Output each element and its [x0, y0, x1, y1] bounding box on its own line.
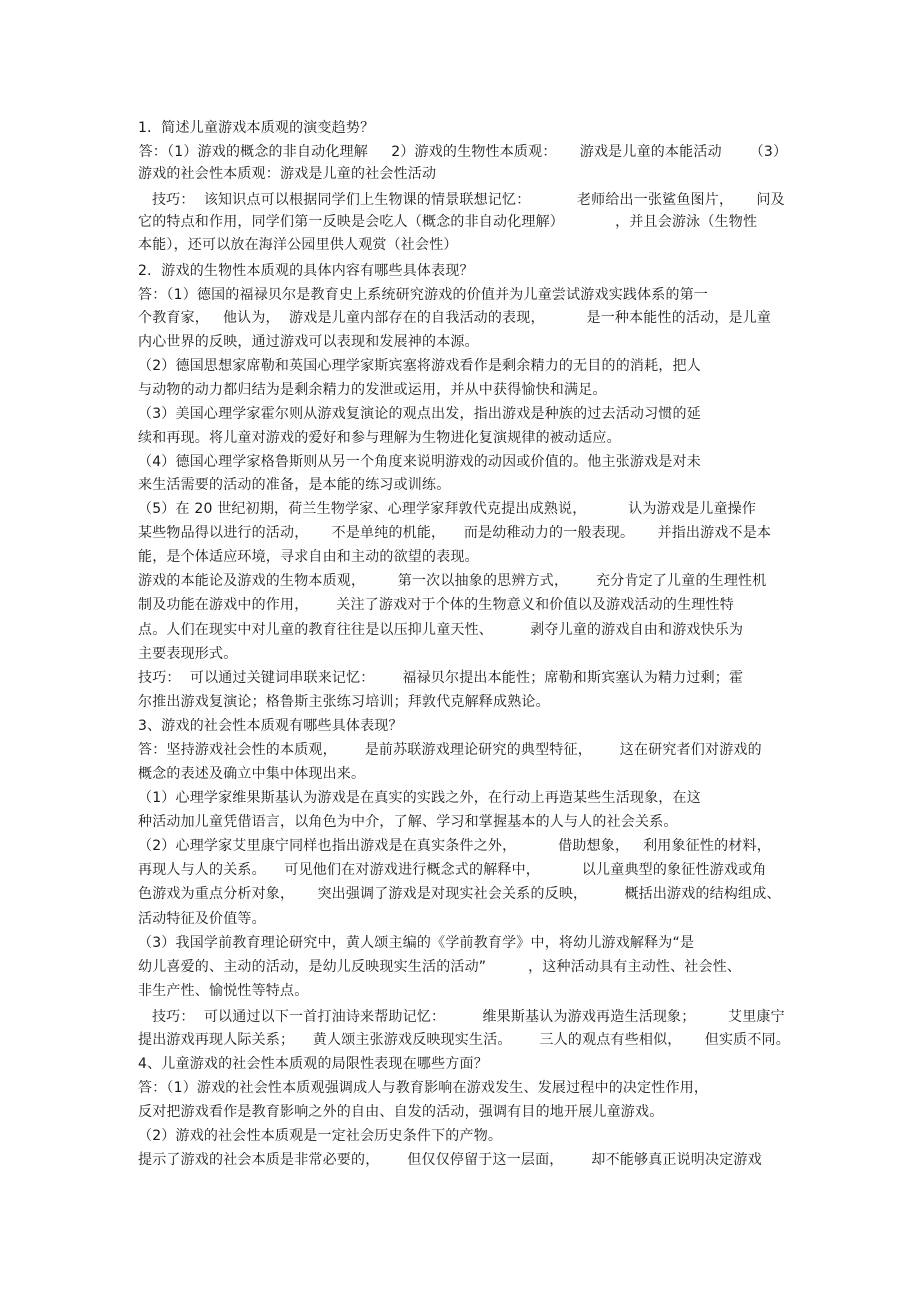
text-line: （3）美国心理学家霍尔则从游戏复演论的观点出发，指出游戏是种族的过去活动习惯的延 [138, 406, 701, 422]
text-line: 续和再现。将儿童对游戏的爱好和参与理解为生物进化复演规律的被动适应。 [138, 430, 621, 446]
text-line: 制及功能在游戏中的作用， 关注了游戏对于个体的生物意义和价值以及游戏活动的生理性特 [138, 597, 734, 613]
text-line: 来生活需要的活动的准备，是本能的练习或训练。 [138, 477, 451, 493]
text-line: 技巧： 可以通过关键词串联来记忆： 福禄贝尔提出本能性；席勒和斯宾塞认为精力过剩；霍 [138, 670, 744, 686]
text-line: 1．简述儿童游戏本质观的演变趋势？ [138, 120, 375, 136]
text-line: 主要表现形式。 [138, 646, 238, 662]
text-line: 2．游戏的生物性本质观的具体内容有哪些具体表现？ [138, 263, 474, 279]
text-line: 能，是个体适应环境，寻求自由和主动的欲望的表现。 [138, 549, 479, 565]
text-line: 4、儿童游戏的社会性本质观的局限性表现在哪些方面？ [138, 1056, 488, 1072]
text-line: 与动物的动力都归结为是剩余精力的发泄或运用，并从中获得愉快和满足。 [138, 382, 607, 398]
text-line: 答：（1）游戏的概念的非自动化理解 2）游戏的生物性本质观： 游戏是儿童的本能活动 （3） [134, 144, 788, 160]
text-line: 非生产性、愉悦性等特点。 [138, 983, 309, 999]
text-line: 活动特征及价值等。 [138, 911, 266, 927]
text-line: 游戏的社会性本质观：游戏是儿童的社会性活动 [138, 166, 437, 182]
text-line: 技巧： 该知识点可以根据同学们上生物课的情景联想记忆： 老师给出一张鲨鱼图片， 问及 [138, 192, 785, 208]
text-line: 点。人们在现实中对儿童的教育往往是以压抑儿童天性、 剥夺儿童的游戏自由和游戏快乐为 [138, 622, 744, 638]
text-line: 色游戏为重点分析对象， 突出强调了游戏是对现实社会关系的反映， 概括出游戏的结构组成、 [138, 886, 781, 902]
text-line: 种活动加儿童凭借语言，以角色为中介，了解、学习和掌握基本的人与人的社会关系。 [138, 814, 678, 830]
text-line: 本能），还可以放在海洋公园里供人观赏（社会性） [138, 237, 458, 253]
text-line: 提出游戏再现人际关系； 黄人颂主张游戏反映现实生活。 三人的观点有些相似， 但实质不同。 [138, 1032, 790, 1048]
text-line: 答：坚持游戏社会性的本质观， 是前苏联游戏理论研究的典型特征， 这在研究者们对游戏的 [138, 742, 762, 758]
text-line: 幼儿喜爱的、主动的活动，是幼儿反映现实生活的活动” ，这种活动具有主动性、社会性、 [138, 959, 742, 975]
text-line: 技巧： 可以通过以下一首打油诗来帮助记忆： 维果斯基认为游戏再造生活现象； 艾里康宁 [138, 1009, 785, 1025]
text-line: 反对把游戏看作是教育影响之外的自由、自发的活动，强调有目的地开展儿童游戏。 [138, 1104, 664, 1120]
text-line: 它的特点和作用，同学们第一反映是会吃人（概念的非自动化理解） ，并且会游泳（生物性 [138, 214, 758, 230]
text-line: 答：（1）德国的福禄贝尔是教育史上系统研究游戏的价值并为儿童尝试游戏实践体系的第一 [138, 287, 709, 303]
text-line: 内心世界的反映，通过游戏可以表现和发展神的本源。 [138, 334, 479, 350]
text-line: （2）游戏的社会性本质观是一定社会历史条件下的产物。 [138, 1128, 503, 1144]
text-line: （5）在 20 世纪初期，荷兰生物学家、心理学家拜敦代克提出成熟说， 认为游戏是儿童操作 [138, 501, 757, 517]
text-line: 个教育家， 他认为， 游戏是儿童内部存在的自我活动的表现， 是一种本能性的活动，是儿童 [138, 310, 772, 326]
text-line: （2）心理学家艾里康宁同样也指出游戏是在真实条件之外， 借助想象， 利用象征性的材料， [138, 838, 771, 854]
text-line: 概念的表述及确立中集中体现出来。 [138, 766, 366, 782]
text-line: （3）我国学前教育理论研究中，黄人颂主编的《学前教育学》中，将幼儿游戏解释为“是 [138, 935, 695, 951]
text-line: 提示了游戏的社会本质是非常必要的， 但仅仅停留于这一层面， 却不能够真正说明决定游戏 [138, 1152, 762, 1168]
text-line: 再现人与人的关系。 可见他们在对游戏进行概念式的解释中， 以儿童典型的象征性游戏或角 [138, 862, 767, 878]
text-line: 3、游戏的社会性本质观有哪些具体表现？ [138, 718, 403, 734]
text-line: 答：（1）游戏的社会性本质观强调成人与教育影响在游戏发生、发展过程中的决定性作用， [138, 1080, 709, 1096]
text-line: （1）心理学家维果斯基认为游戏是在真实的实践之外，在行动上再造某些生活现象，在这 [138, 790, 701, 806]
text-line: 尔推出游戏复演论；格鲁斯主张练习培训；拜敦代克解释成熟论。 [138, 694, 550, 710]
text-line: （2）德国思想家席勒和英国心理学家斯宾塞将游戏看作是剩余精力的无目的的消耗，把人 [138, 358, 701, 374]
text-line: 游戏的本能论及游戏的生物本质观， 第一次以抽象的思辨方式， 充分肯定了儿童的生理性机 [138, 573, 767, 589]
text-line: 某些物品得以进行的活动， 不是单纯的机能， 而是幼稚动力的一般表现。 并指出游戏不是本 [138, 525, 772, 541]
text-line: （4）德国心理学家格鲁斯则从另一个角度来说明游戏的动因或价值的。他主张游戏是对未 [138, 454, 701, 470]
